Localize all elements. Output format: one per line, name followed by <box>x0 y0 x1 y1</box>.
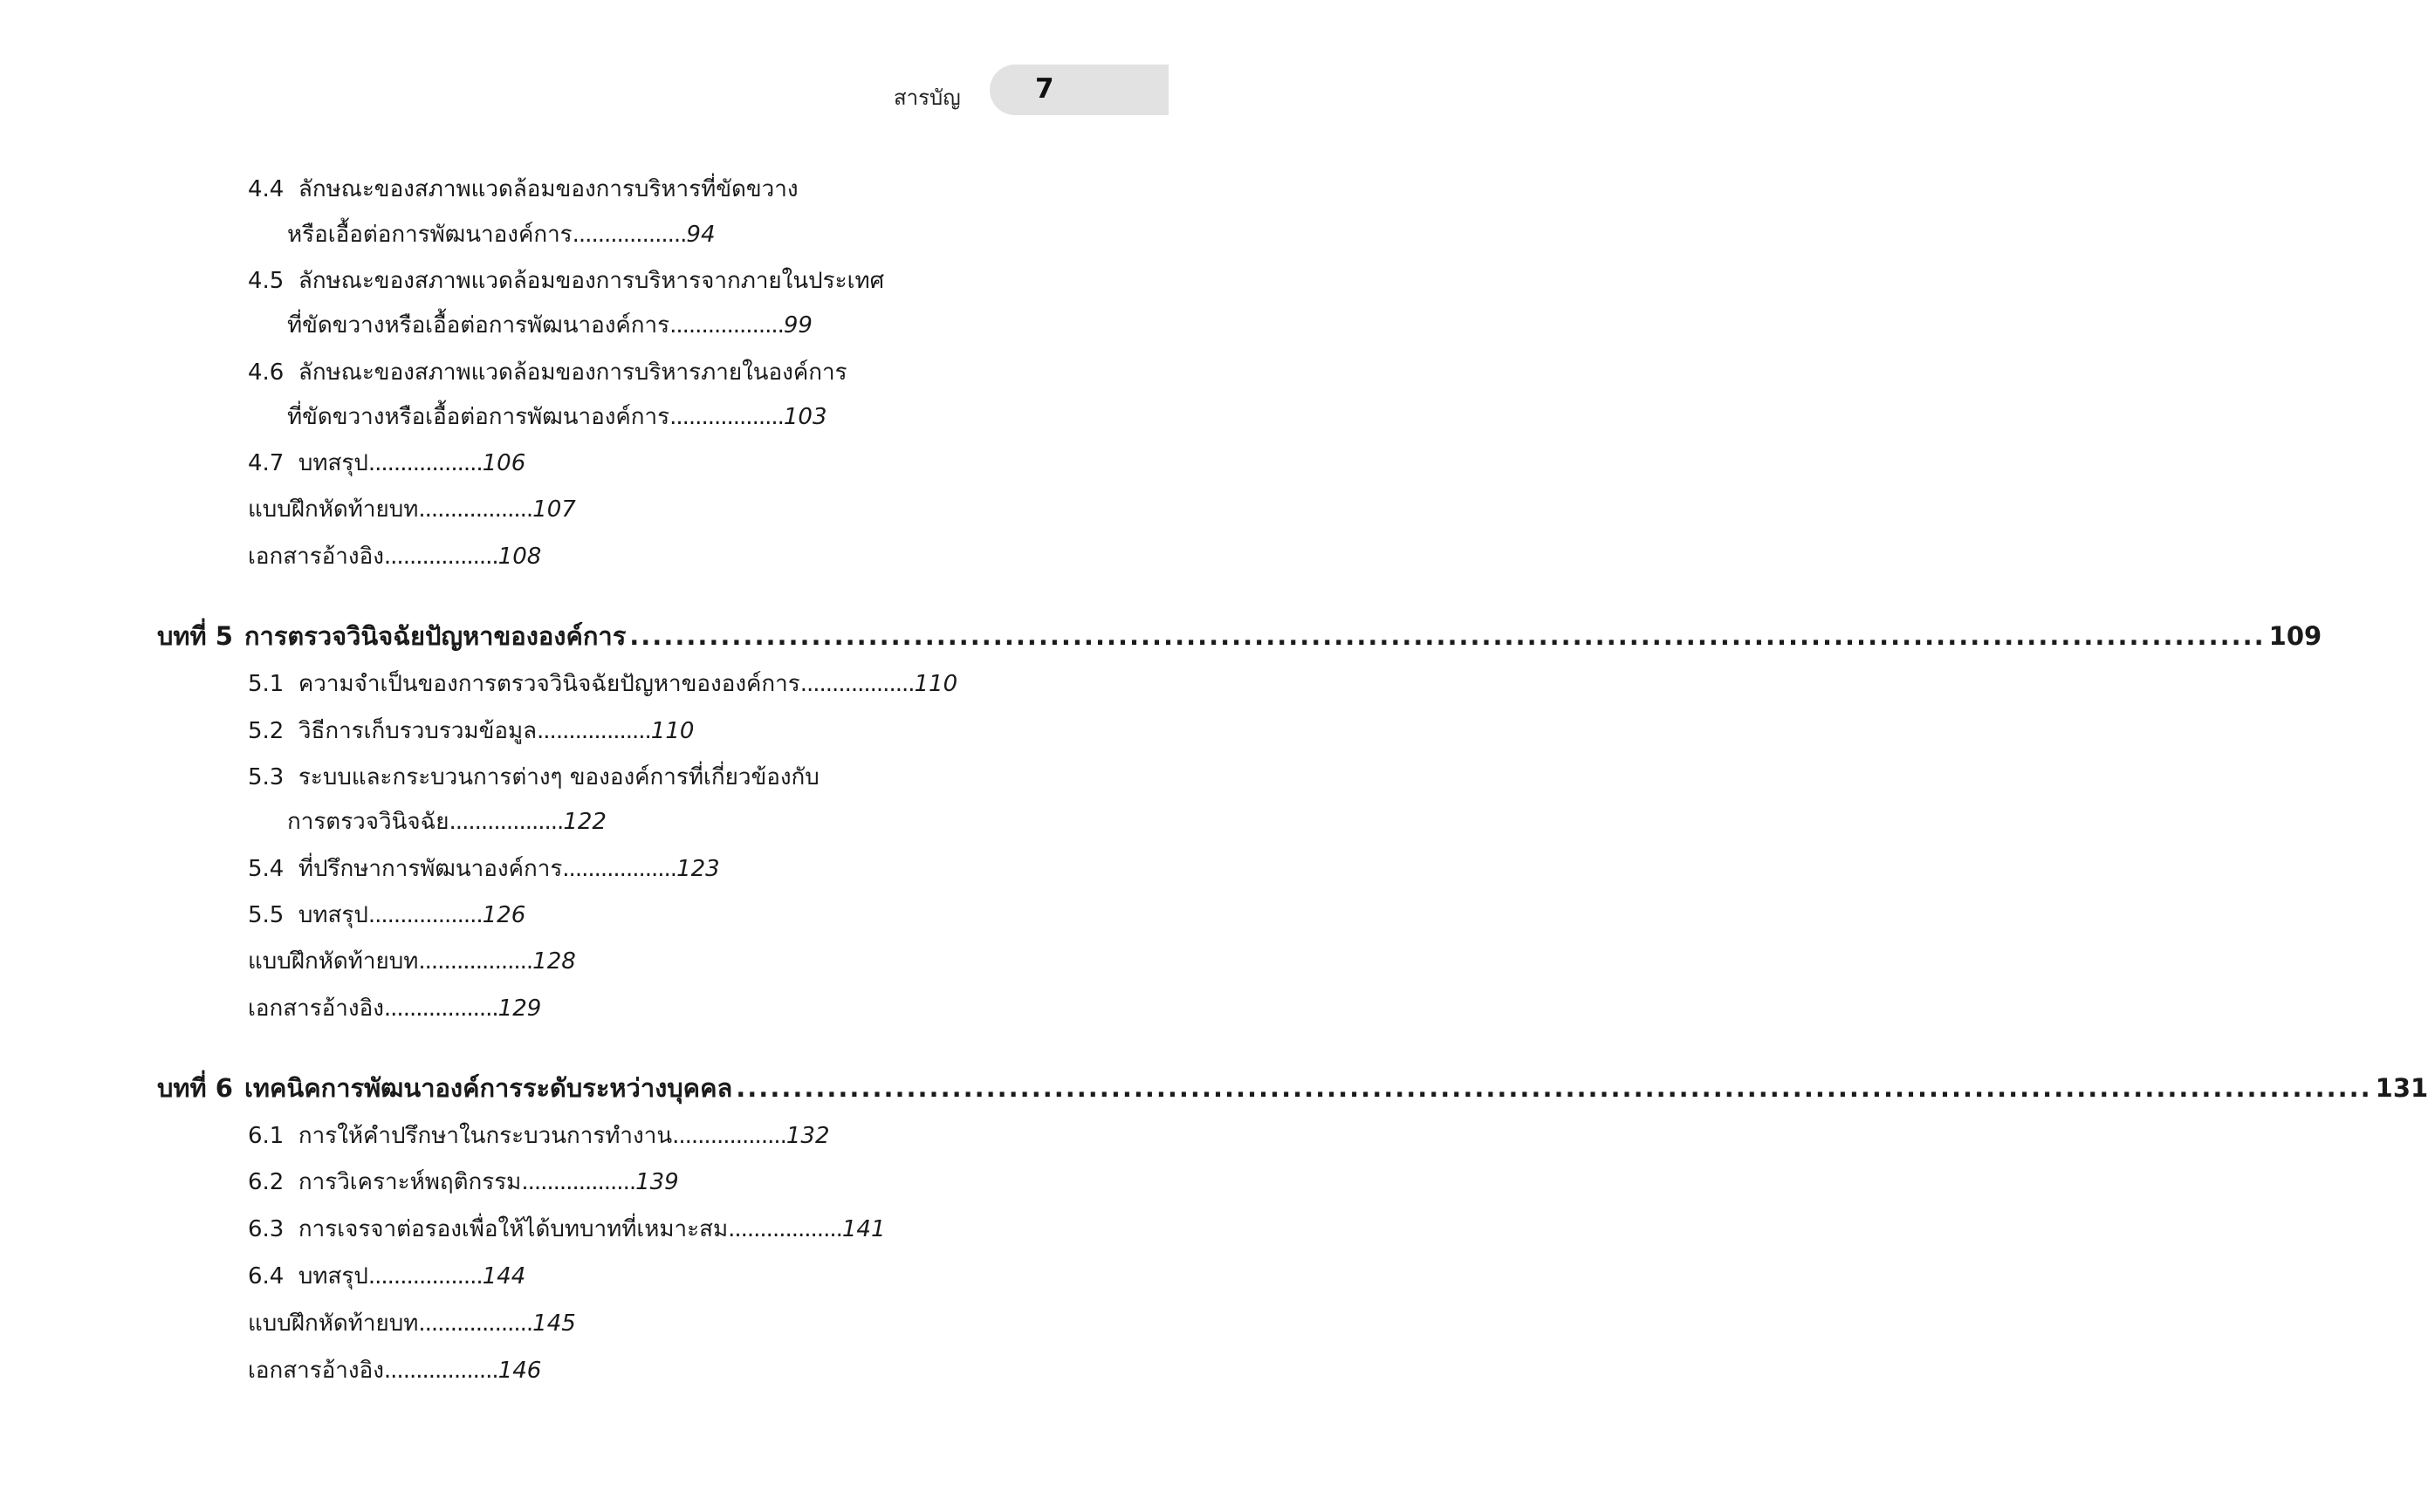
page-number: 7 <box>1035 73 1054 105</box>
toc-entry-6-references[interactable]: เอกสารอ้างอิง..................146 <box>248 1358 542 1384</box>
toc-entry-4-4-line1[interactable]: 4.4 ลักษณะของสภาพแวดล้อมของการบริหารที่ขัดขวาง <box>248 176 799 202</box>
toc-entry-4-4-line2[interactable]: หรือเอื้อต่อการพัฒนาองค์การ..................94 <box>287 222 716 248</box>
toc-entry-6-1[interactable]: 6.1 การให้คำปรึกษาในกระบวนการทำงาน..................132 <box>248 1123 830 1149</box>
chapter-page: 109 <box>2268 621 2322 651</box>
toc-entry-4-6-line1[interactable]: 4.6 ลักษณะของสภาพแวดล้อมของการบริหารภายในองค์การ <box>248 359 847 386</box>
toc-entry-5-5[interactable]: 5.5 บทสรุป..................126 <box>248 902 526 928</box>
toc-page: 146 <box>497 1358 542 1384</box>
toc-page: 107 <box>532 496 576 523</box>
toc-entry-6-2[interactable]: 6.2 การวิเคราะห์พฤติกรรม..................139 <box>248 1169 679 1195</box>
chapter-page: 131 <box>2375 1073 2428 1103</box>
toc-page: 108 <box>497 544 542 570</box>
toc-page: 144 <box>482 1263 526 1290</box>
toc-page: 126 <box>482 902 526 928</box>
toc-page: 94 <box>686 222 716 248</box>
toc-entry-5-2[interactable]: 5.2 วิธีการเก็บรวบรวมข้อมูล..................110 <box>248 718 695 744</box>
toc-entry-5-references[interactable]: เอกสารอ้างอิง..................129 <box>248 995 542 1022</box>
toc-page: 99 <box>783 312 813 339</box>
toc-entry-4-6-line2[interactable]: ที่ขัดขวางหรือเอื้อต่อการพัฒนาองค์การ..................103 <box>287 404 827 430</box>
toc-page: 141 <box>841 1216 886 1242</box>
toc-page: 110 <box>650 718 695 744</box>
toc-entry-6-3[interactable]: 6.3 การเจรจาต่อรองเพื่อให้ได้บทบาทที่เหมาะสม..................141 <box>248 1216 886 1242</box>
toc-entry-4-references[interactable]: เอกสารอ้างอิง..................108 <box>248 544 542 570</box>
toc-entry-5-exercises[interactable]: แบบฝึกหัดท้ายบท..................128 <box>248 948 576 975</box>
toc-page: 123 <box>676 856 720 882</box>
page-number-tab <box>990 65 1169 115</box>
toc-entry-4-5-line2[interactable]: ที่ขัดขวางหรือเอื้อต่อการพัฒนาองค์การ..................99 <box>287 312 813 339</box>
toc-page: 139 <box>635 1169 679 1195</box>
toc-entry-4-7[interactable]: 4.7 บทสรุป..................106 <box>248 450 526 476</box>
toc-page: 129 <box>497 995 542 1022</box>
toc-entry-5-1[interactable]: 5.1 ความจำเป็นของการตรวจวินิจฉัยปัญหาขององค์การ..................110 <box>248 671 958 697</box>
toc-entry-5-3-line1[interactable]: 5.3 ระบบและกระบวนการต่างๆ ขององค์การที่เกี่ยวข้องกับ <box>248 764 820 790</box>
toc-entry-6-4[interactable]: 6.4 บทสรุป..................144 <box>248 1263 526 1290</box>
toc-page: 128 <box>532 948 576 975</box>
toc-entry-5-3-line2[interactable]: การตรวจวินิจฉัย..................122 <box>287 809 607 835</box>
toc-entry-5-4[interactable]: 5.4 ที่ปรึกษาการพัฒนาองค์การ..................123 <box>248 856 720 882</box>
chapter-6-heading[interactable]: บทที่ 6 เทคนิคการพัฒนาองค์การระดับระหว่างบุคคล ................................................................................................................................................ 131 <box>157 1073 2428 1103</box>
toc-page: 110 <box>914 671 958 697</box>
toc-entry-6-exercises[interactable]: แบบฝึกหัดท้ายบท..................145 <box>248 1310 576 1337</box>
toc-page: 122 <box>563 809 607 835</box>
toc-page: 145 <box>532 1310 576 1337</box>
toc-page: 106 <box>482 450 526 476</box>
toc-page: 132 <box>785 1123 830 1149</box>
chapter-5-heading[interactable]: บทที่ 5 การตรวจวินิจฉัยปัญหาขององค์การ ................................................................................................................................................ 109 <box>157 621 2322 651</box>
toc-entry-4-exercises[interactable]: แบบฝึกหัดท้ายบท..................107 <box>248 496 576 523</box>
header-label: สารบัญ <box>894 86 961 110</box>
toc-page: 103 <box>783 404 827 430</box>
toc-entry-4-5-line1[interactable]: 4.5 ลักษณะของสภาพแวดล้อมของการบริหารจากภายในประเทศ <box>248 268 885 294</box>
